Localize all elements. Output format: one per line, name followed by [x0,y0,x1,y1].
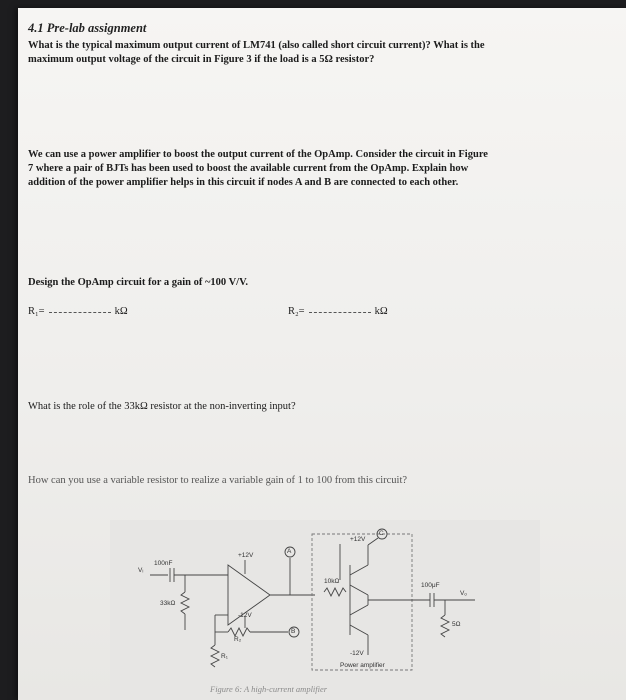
circuit-schematic [110,520,540,700]
r1-blank [49,312,111,313]
figure-6 [110,520,540,700]
r2-resistor [228,628,250,636]
label-bottom-supply: -12V [350,650,364,657]
pnp-emitter [350,605,368,615]
label-node-b: B [291,628,296,635]
label-node-c: C [379,530,384,537]
res-10k [324,588,346,596]
label-r1: R₁ [221,653,228,660]
node-c-wire [368,538,378,545]
label-cap-out: 100μF [421,582,440,589]
question-4: What is the role of the 33kΩ resistor at the non-inverting input? [28,401,296,412]
label-res-bias: 10kΩ [324,578,340,585]
label-node-a: A [287,548,292,555]
question-5: How can you use a variable resistor to realize a variable gain of 1 to 100 from this circuit? [28,475,408,486]
res-33k [181,592,189,614]
label-neg-supply: -12V [238,612,252,619]
label-load: 5Ω [452,621,461,628]
r2-blank [309,312,371,313]
question-2-line-1: We can use a power amplifier to boost the output current of the OpAmp. Consider the circuit in Figure [28,149,488,160]
r1-resistor [211,645,219,667]
label-vout: Vₒ [460,590,467,597]
label-top-supply: +12V [350,536,366,543]
label-r2: R₂ [234,636,242,643]
r2-unit: kΩ [374,306,388,317]
r2-label: R₂= [288,306,305,317]
r2-answer-line [288,305,388,319]
label-res-in: 33kΩ [160,600,176,607]
label-power-amp: Power amplifier [340,662,385,669]
label-vin: Vᵢ [138,567,144,574]
question-2-line-3: addition of the power amplifier helps in this circuit if nodes A and B are connected to each other. [28,177,459,188]
question-2-line-2: 7 where a pair of BJTs has been used to boost the available current from the OpAmp. Explain how [28,163,469,174]
question-3: Design the OpAmp circuit for a gain of ~100 V/V. [28,277,248,288]
r1-unit: kΩ [114,306,128,317]
label-cap-in: 100nF [154,560,173,567]
pnp-collector [350,625,368,635]
question-1-line-2: maximum output voltage of the circuit in Figure 3 if the load is a 5Ω resistor? [28,54,375,65]
label-pos-supply: +12V [238,552,254,559]
r1-label: R₁= [28,306,45,317]
npn-collector [350,565,368,575]
question-1-line-1: What is the typical maximum output current of LM741 (also called short circuit current)? What is the [28,40,485,51]
section-heading: 4.1 Pre-lab assignment [28,21,147,35]
npn-emitter [350,585,368,595]
r1-answer-line [28,305,128,319]
figure-caption: Figure 6: A high-current amplifier [210,684,328,694]
load-resistor [441,615,449,637]
